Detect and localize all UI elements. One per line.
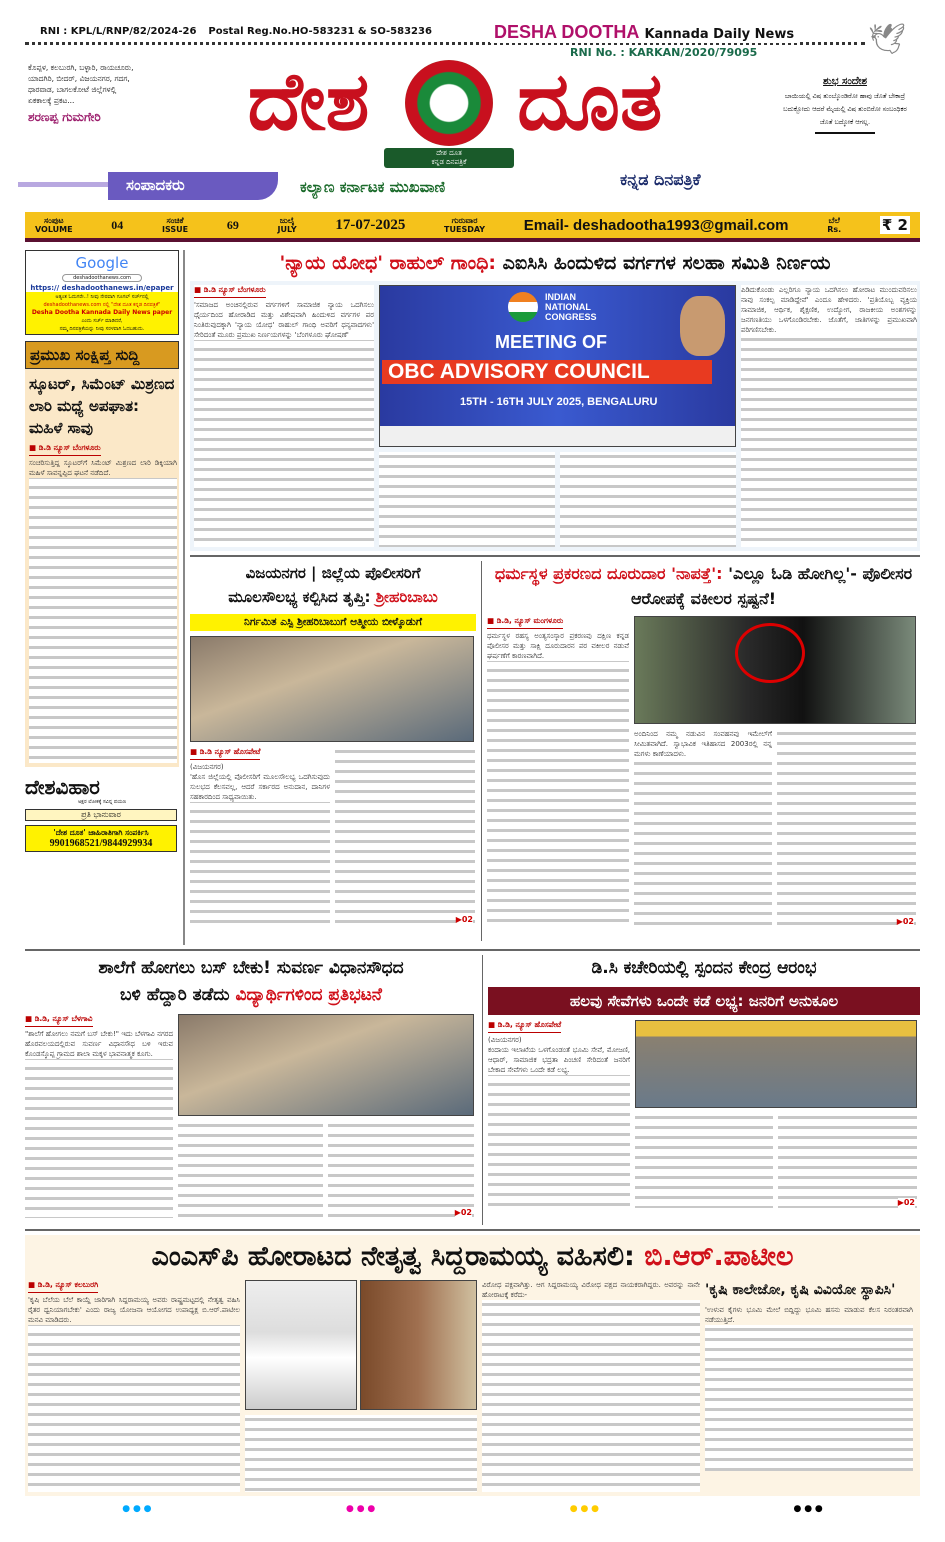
lead-column-4 [741,285,917,547]
sidebar [25,250,185,945]
msp-column-4 [705,1305,913,1471]
issue-en: ISSUE [162,225,189,234]
promo-line: deshadoothanews.com ನಲ್ಲಿ "ದೇಶ ದೂತ ಕನ್ನಡ ದಿನಪತ್ರಿಕೆ" [43,302,161,308]
lead-column-3 [560,452,736,547]
color-registration-marks: ● ● ● ● ● ● ● ● ● ● ● ● [122,1504,823,1514]
issue-number: 69 [226,217,239,232]
msp-subhead: 'ಕೃಷಿ ಕಾಲೇಜೋ, ಕೃಷಿ ವಿವಿಯೋ ಸ್ಥಾಪಿಸಿ' [705,1282,896,1298]
photo-brand: INDIAN [545,292,576,302]
article-text: 'ಕೃಷಿ ಬೆಲೆಯ ಬೆಲೆ ಕಾಯ್ದೆ ಜಾರಿಗಾಗಿ ಸಿದ್ದರಾಮಯ್ಯ ಅವರು ರಾಷ್ಟ್ರಮಟ್ಟದಲ್ಲಿ ನೇತೃತ್ವ ವಹಿಸಿ ರೈತರ ಧ್ವನಿಯಾಗಬೇಕು' ಎಂದು ರಾಜ್ಯ ಯೋಜನಾ ಆಯೋಗದ ಉಪಾಧ್ಯಕ್ಷ ಬಿ.ಆರ್.ಪಾಟೀಲ ಮನವಿ ಮಾಡಿದರು. [28,1296,240,1324]
promo-line: ಎಂದು ಸರ್ಚ್ ಮಾಡಿದರೆ, [81,318,123,324]
dc-office-story [483,955,920,1208]
photo-council: OBC ADVISORY COUNCIL [382,360,712,384]
email[interactable]: Email- deshadootha1993@gmail.com [523,216,789,234]
msp-column-3 [482,1280,700,1492]
lead-headline-black: ಎಐಸಿಸಿ ಹಿಂದುಳಿದ ವರ್ಗಗಳ ಸಲಹಾ ಸಮಿತಿ ನಿರ್ಣಯ [496,252,831,274]
ad-contact: 'ದೇಶ ದೂತ' ಜಾಹಿರಾತಿಗಾಗಿ ಸಂಪರ್ಕಿಸಿ [53,828,149,837]
headline-line: ವಿಜಯನಗರ | ಜಿಲ್ಲೆಯ ಪೊಲೀಸರಿಗೆ [245,564,421,582]
dc-office-column-2 [635,1113,773,1208]
headline-black: ಎಂಎಸ್‌ಪಿ ಹೋರಾಟದ ನೇತೃತ್ವ ಸಿದ್ದರಾಮಯ್ಯ ವಹಿಸಲಿ: [151,1241,645,1272]
weekly-label: ಪ್ರತಿ ಭಾನುವಾರ [25,809,177,821]
tagline: ಕಲ್ಯಾಣ ಕರ್ನಾಟಕ ಮುಖವಾಣಿ [300,178,446,196]
lawyers-photo [634,616,916,724]
byline: ■ ಡಿ.ಡಿ, ನ್ಯೂಸ್ ಹೊಸಪೇಟೆ [488,1020,561,1033]
article-text: ಸಂಚರಿಸುತ್ತಿದ್ದ ಸ್ಕೂಟರ್‌ಗೆ ಸಿಮೆಂಟ್ ಮಿಶ್ರಣದ ಲಾರಿ ಡಿಕ್ಕಿಯಾಗಿ ಮಹಿಳೆ ಸಾವನ್ನಪ್ಪಿದ ಘಟನೆ ನಡೆದಿದೆ. [29,459,177,477]
volume-number: 04 [111,217,124,232]
dharmasthala-column-2 [634,729,772,927]
belagavi-story [25,955,483,1225]
article-text: ಕಂದಾಯ ಇಲಾಖೆಯ ಒಳಗೊಂಡಂತೆ ಭೂಮಿ ಸೇವೆ, ಮೋಜಣಿ, ಆಧಾರ್, ಸಾಮಾಜಿಕ ಭದ್ರತಾ ಪಿಂಚಣಿ ಸೇರಿದಂತೆ ಜನರಿಗೆ ಬೇಕಾದ ಸೇವೆಗಳು ಒಂದೇ ಕಡೆ ಲಭ್ಯ. [488,1046,630,1074]
belagavi-headline[interactable] [25,955,477,1009]
dc-office-subhead: ಹಲವು ಸೇವೆಗಳು ಒಂದೇ ಕಡೆ ಲಭ್ಯ: ಜನರಿಗೆ ಅನುಕೂಲ [488,987,920,1015]
google-promo[interactable] [25,250,179,335]
issue-kn: ಸಂಚಿಕೆ [166,216,184,225]
dc-office-headline[interactable]: ಡಿ.ಸಿ ಕಚೇರಿಯಲ್ಲಿ ಸ್ಪಂದನ ಕೇಂದ್ರ ಆರಂಭ [591,958,817,978]
photo-brand: NATIONAL [545,302,591,312]
dharmasthala-column-3 [777,729,916,927]
byline: ■ ಡಿ.ಡಿ ನ್ಯೂಸ್ ಬೆಂಗಳೂರು [29,443,101,456]
title-logo: ದೇಶ ದೂತ [247,55,663,148]
promo-line: Desha Dootha Kannada Daily News paper [31,309,173,316]
volume-kn: ಸಂಪುಟ [44,216,64,225]
vijayanagar-story [190,561,482,941]
msp-column-1 [28,1280,240,1492]
belagavi-column-2 [178,1121,323,1218]
msp-column-2 [245,1415,477,1492]
headline-line: ಮೂಲಸೌಲಭ್ಯ ಕಲ್ಪಿಸಿದ ತೃಪ್ತಿ: [228,588,376,606]
byline: ■ ಡಿ.ಡಿ ನ್ಯೂಸ್ ಬೆಂಗಳೂರು [194,285,266,298]
siddaramaiah-photo [360,1280,477,1410]
page-jump[interactable]: ▶02 [897,1198,915,1207]
photo-date: 15TH - 16TH JULY 2025, BENGALURU [460,396,658,408]
byline: ■ ಡಿ.ಡಿ, ನ್ಯೂಸ್ ಕಲಬುರಗಿ [28,1280,98,1293]
brief-header: ಪ್ರಮುಖ ಸಂಕ್ಷಿಪ್ತ ಸುದ್ದಿ [25,341,179,369]
dharmasthala-story [482,561,920,928]
byline-sub: (ವಿಜಯನಗರ) [190,762,330,772]
dc-office-column-1 [488,1020,630,1208]
day-en: TUESDAY [444,225,486,234]
lead-column-1 [194,285,374,547]
headline-red: ಶ್ರೀಹರಿಬಾಬು [375,588,438,606]
article-text: 'ಹೊಸ ಜಿಲ್ಲೆಯಲ್ಲಿ ಪೊಲೀಸರಿಗೆ ಮೂಲಸೌಲಭ್ಯ ಒದಗಿಸುವುದು ಸುಲಭದ ಕೆಲಸವಲ್ಲ, ಆದರೆ ಸರ್ಕಾರದ ಅನುದಾನ, ದಾನಿಗಳ ಸಹಕಾರದಿಂದ ಸಾಧ್ಯವಾಯಿತು. [190,773,330,801]
issue-date: 17-07-2025 [335,216,406,233]
emblem-top: ದೇಶ ದೂತ [436,149,462,157]
students-protest-photo [178,1014,474,1116]
byline-sub: (ವಿಜಯನಗರ) [488,1035,630,1045]
ad-phone[interactable]: 9901968521/9844929934 [49,838,153,849]
headline-red: ಧರ್ಮಸ್ಥಳ ಪ್ರಕರಣದ ದೂರುದಾರ 'ನಾಪತ್ತೆ': [494,564,723,583]
page-body [25,250,920,1516]
message-text: ಬಾಯಿಯಲ್ಲಿ ವಿಷ ತುಂಬ್ಕೊಂಡಿರೋ ಹಾವು ಜೊತೆ ಬೇಕಾದ್ರೆ ಬದುಕ್ಬೋದು ಆದರೆ ಮೈಯಲ್ಲಿ ವಿಷ ತುಂಬಿರೋ ಸಂಬಂಧಿಕರ ಜೊತೆ ಬದ್ಕೋಕೆ ಆಗಲ್ಲ. [783,92,907,126]
page-jump[interactable]: ▶02 [455,915,473,924]
article-text: 'ಉಳುವ ಕೈಗಳು ಭೂಮಿ ಮೇಲೆ ಬಿದ್ದಿದ್ದು ಭೂಮಿ ಹಸನು ಮಾಡುವ ಕೆಲಸ ನಿರಂತರವಾಗಿ ನಡೆಯುತ್ತಿದೆ. [705,1306,913,1324]
article-text: ಪಿಡಿದುಕೊಂಡು ಎಲ್ಲರಿಗೂ ನ್ಯಾಯ ಒದಗಿಸಲು ಹೋರಾಟ ಮುಂದುವರಿಸಲು ನಾವು ಸಂಕಲ್ಪ ಮಾಡಿದ್ದೇವೆ' ಎಂದೂ ಹೇಳಿದರು. 'ಪ್ರತಿಯೊಬ್ಬ ವ್ಯಕ್ತಿಯ ಸಾಮಾಜಿಕ, ಆರ್ಥಿಕ, ಶೈಕ್ಷಣಿಕ, ಉದ್ಯೋಗ, ರಾಜಕೀಯ ಅಂಶಗಳನ್ನು ಜನಗಣತಿಯು ಒಳಗೊಂಡಿರಬೇಕು. ಜೊತೆಗೆ, ಜಾತಿಗಳನ್ನು ಪ್ರಮುಖವಾಗಿ ಪರಿಗಣಿಸಬೇಕು. [741,286,917,334]
article-text: ವಿರೋಧ ಪಕ್ಷವಾಗಿತ್ತು. ಆಗ ಸಿದ್ದರಾಮಯ್ಯ ವಿರೋಧ ಪಕ್ಷದ ನಾಯಕರಾಗಿದ್ದರು. ಅವರನ್ನು ನಾನೇ ಹೋರಾಟಕ್ಕೆ ಕರೆದು- [482,1281,700,1299]
page-jump[interactable]: ▶02 [896,917,914,926]
byline: ■ ಡಿ.ಡಿ, ನ್ಯೂಸ್ ಬೆಳಗಾವಿ [25,1014,93,1027]
br-patil-photo [245,1280,357,1410]
obc-meeting-photo [379,285,736,447]
headline-black: 'ಎಲ್ಲೂ ಓಡಿ ಹೋಗಿಲ್ಲ'- ಪೊಲೀಸರ ಆರೋಪಕ್ಕೆ ವಕೀಲರ ಸ್ಪಷ್ಟನೆ! [630,564,913,608]
headline-red: ಬಿ.ಆರ್.ಪಾಟೀಲ [644,1241,794,1272]
spandana-centre-photo [635,1020,917,1108]
masthead [0,0,945,210]
editor-name: ಶರಣಪ್ಪ ಗುಮಗೇರಿ [28,110,101,124]
rni-right: RNI No. : KARKAN/2020/79095 [570,46,758,59]
headline-line: ಬಳಿ ಹೆದ್ದಾರಿ ತಡೆದು [120,985,236,1005]
price-kn: ಬೆಲೆ [828,216,840,225]
google-logo: Google [75,254,129,272]
message-title: ಶುಭ ಸಂದೇಶ [823,76,867,87]
price-en: Rs. [827,225,842,234]
main-column [190,250,920,941]
police-farewell-photo [190,636,474,742]
month-en: JULY [277,225,297,234]
dharmasthala-column-1 [487,616,629,928]
month-kn: ಜುಲೈ [279,216,295,225]
english-title: DESHA DOOTHA [494,22,640,42]
promo-line: ನಮ್ಮ ದಿನಪತ್ರಿಕೆಯನ್ನು ನೀವು ಸರಳವಾಗಿ ಓದಬಹುದು. [59,326,145,332]
article-text: ಅಂದಿನಿಂದ ನಮ್ಮ ನಡುವಿನ ಸಂವಹನವು ಇಮೇಲ್‌ಗೆ ಸೀಮಿತವಾಗಿದೆ. ಸ್ವಾಭಾವಿಕ ಇತಿಹಾಸದ 2003ರಲ್ಲಿ ನನ್ನ ಮಗಳು ಕಾಣೆಯಾದಳು. [634,730,772,758]
page-jump[interactable]: ▶02 [454,1208,472,1217]
lead-headline[interactable] [190,250,920,276]
promo-line: ಅತ್ಯಂತ ಓದುಗರೇ..! ನೀವು ನೇರವಾಗಿ ಗೂಗಲ್ ಸರ್ಚ್‌ನಲ್ಲಿ [55,294,149,300]
lead-headline-red: 'ನ್ಯಾಯ ಯೋಧ' ರಾಹುಲ್ ಗಾಂಧಿ: [279,252,497,274]
vijayanagar-column-2 [335,747,475,925]
deshavihara-logo: ದೇಶವಿಹಾರ [25,775,100,799]
brief-headline: ಸ್ಕೂಟರ್, ಸಿಮೆಂಟ್ ಮಿಶ್ರಣದ ಲಾರಿ ಮಧ್ಯೆ ಅಪಘಾತ: ಮಹಿಳೆ ಸಾವು [29,375,175,437]
day-kn: ಗುರುವಾರ [451,216,478,225]
belagavi-column-1 [25,1014,173,1218]
dharmasthala-headline[interactable] [487,561,920,611]
headline-red: ವಿದ್ಯಾರ್ಥಿಗಳಿಂದ ಪ್ರತಿಭಟನೆ [235,985,382,1005]
paper-type: ಕನ್ನಡ ದಿನಪತ್ರಿಕೆ [620,170,701,189]
article-text: ಧರ್ಮಸ್ಥಳ ರಹಸ್ಯ ಅಂತ್ಯಸಂಸ್ಕಾರ ಪ್ರಕರಣವು ದಕ್ಷಿಣ ಕನ್ನಡ ಪೊಲೀಸರ ಮತ್ತು ಸಾಕ್ಷಿ ದೂರುದಾರನ ಪರ ವಕೀಲರ ನಡುವೆ ಘರ್ಷಣೆಗೆ ಕಾರಣವಾಗಿದೆ. [487,632,629,660]
article-text: "ಶಾಲೆಗೆ ಹೋಗಲು ನಮಗೆ ಬಸ್ ಬೇಕು!" ಇದು ಬೆಳಗಾವಿ ನಗರದ ಹೊರವಲಯದಲ್ಲಿರುವ ಸುವರ್ಣ ವಿಧಾನಸೌಧ ಬಳಿ ಇರುವ ಕೊಂಡಸ್ಕೊಪ್ಪ ಗ್ರಾಮದ ಶಾಲಾ ಮಕ್ಕಳ ಭಾವನಾತ್ಮಕ ಕೂಗು. [25,1030,173,1058]
lead-story [190,250,920,551]
byline: ■ ಡಿ.ಡಿ ನ್ಯೂಸ್ ಹೊಸಪೇಟೆ [190,747,260,760]
belagavi-column-3 [328,1121,474,1218]
english-subtitle: Kannada Daily News [644,27,795,42]
msp-headline[interactable] [28,1239,917,1275]
postal-reg: Postal Reg.No.HO-583231 & SO-583236 [208,26,432,37]
photo-brand: CONGRESS [545,312,597,322]
search-chip: deshadoothanews.com [62,274,142,282]
dc-office-column-3 [778,1113,917,1208]
districts: ಕೊಪ್ಪಳ, ಕಲಬುರಗಿ, ಬಳ್ಳಾರಿ, ರಾಯಚೂರು, ಯಾದಗಿರಿ, ಬೀದರ್, ವಿಜಯನಗರ, ಗದಗ, ಧಾರವಾಡ, ಬಾಗಲಕೋಟೆ ಜಿಲ್ಲೆಗಳಲ್ಲಿ ಏಕಕಾಲಕ್ಕೆ ಪ್ರಕಟ... [28,63,134,105]
photo-meeting: MEETING OF [495,332,607,352]
vijayanagar-subhead: ನಿರ್ಗಮಿತ ಎಸ್ಪಿ ಶ್ರೀಹರಿಬಾಬುಗೆ ಆತ್ಮೀಯ ಬೀಳ್ಕೊಡುಗೆ [190,614,476,631]
article-text: 'ಸಮಾಜದ ಅಂಚಿನಲ್ಲಿರುವ ವರ್ಗಗಳಿಗೆ ಸಾಮಾಜಿಕ ನ್ಯಾಯ ಒದಗಿಸಲು ಧೈರ್ಯದಿಂದ ಹೋರಾಡಿದ ಮತ್ತು ವಿಶೇಷವಾಗಿ ಹಿಂದುಳಿದ ವರ್ಗಗಳ ಪರ ನಿಂತಿರುವುದಕ್ಕಾಗಿ 'ನ್ಯಾಯ ಯೋಧ' ರಾಹುಲ್ ಗಾಂಧಿ ಅವರಿಗೆ ಧನ್ಯವಾದಗಳು' ಸೇರಿದಂತೆ ಮೂರು ಪ್ರಮುಖ ನಿರ್ಣಯಗಳನ್ನು 'ಬೆಂಗಳೂರು ಘೋಷಣೆ' [194,301,374,339]
msp-story [25,1235,920,1496]
volume-en: VOLUME [35,225,73,234]
editor-label: ಸಂಪಾದಕರು [108,172,278,200]
vijayanagar-column-1 [190,747,330,925]
byline: ■ ಡಿ.ಡಿ, ನ್ಯೂಸ್ ಮಂಗಳೂರು [487,616,563,629]
vijayanagar-headline[interactable] [190,561,476,609]
lead-column-2 [379,452,555,547]
rni-left: RNI : KPL/L/RNP/82/2024-26 [40,26,197,37]
info-bar [25,212,920,242]
headline-line: ಶಾಲೆಗೆ ಹೋಗಲು ಬಸ್ ಬೇಕು! ಸುವರ್ಣ ವಿಧಾನಸೌಧದ [98,958,404,978]
price: ₹ 2 [881,216,908,234]
dove-icon: 🕊 [868,22,907,57]
deshavihara-tagline: ಅಕ್ಷರ ಲೋಕಕ್ಕೆ ಸವಿನ್ನ ಪಯಣ [77,799,127,805]
emblem-banner: ಕನ್ನಡ ದಿನಪತ್ರಿಕೆ [431,158,467,166]
epaper-url[interactable]: https:// deshadoothanews.in/epaper [30,284,174,292]
